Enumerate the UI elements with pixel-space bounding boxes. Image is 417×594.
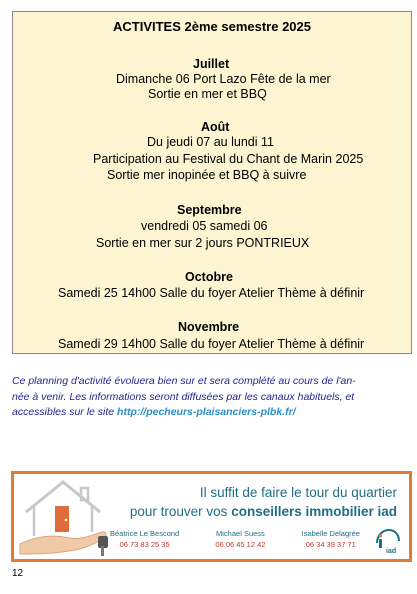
headline-line-2	[127, 502, 397, 521]
logo-text: iad	[386, 548, 397, 555]
iad-logo-icon	[373, 527, 403, 555]
headline-strong: conseillers immobilier iad	[231, 504, 397, 519]
schedule-line: Du jeudi 07 au lundi 11	[147, 135, 274, 149]
headline-text: pour trouver vos	[129, 504, 232, 519]
schedule-line: Sortie en mer sur 2 jours PONTRIEUX	[96, 236, 310, 250]
note-line	[12, 405, 410, 421]
schedule-note	[12, 374, 410, 421]
month-septembre: Septembre	[177, 203, 242, 217]
advisor-contact	[110, 528, 179, 550]
note-text: accessibles sur le site	[12, 406, 118, 419]
website-link[interactable]: http://pecheurs-plaisanciers-plbk.fr/	[117, 406, 296, 419]
note-line: Ce planning d'activité évoluera bien sur et sera complété au cours de l'an-	[12, 375, 356, 387]
real-estate-advert	[11, 471, 412, 562]
month-octobre: Octobre	[185, 270, 233, 284]
house-hand-icon	[18, 474, 113, 558]
month-aout: Août	[201, 120, 230, 134]
schedule-line: Participation au Festival du Chant de Marin 2025	[93, 152, 364, 166]
advisor-contact	[215, 528, 265, 550]
activity-schedule-box	[12, 11, 412, 354]
schedule-line: Samedi 29 14h00 Salle du foyer Atelier Thème à définir	[58, 337, 365, 351]
page-number: 12	[12, 568, 24, 579]
advisor-phone: 06 73 83 25 35	[119, 540, 170, 549]
schedule-line: Sortie mer inopinée et BBQ à suivre	[107, 168, 307, 182]
schedule-line: vendredi 05 samedi 06	[141, 219, 268, 233]
advisor-name: Isabelle Delagrée	[301, 529, 360, 538]
advisor-contacts	[110, 528, 360, 550]
month-novembre: Novembre	[178, 320, 240, 334]
advisor-name: Béatrice Le Bescond	[110, 529, 180, 538]
advert-headline	[127, 483, 397, 521]
advisor-phone: 06 34 39 37 71	[305, 540, 356, 549]
advisor-contact	[302, 528, 360, 550]
month-juillet: Juillet	[193, 57, 230, 71]
headline-line-1: Il suffit de faire le tour du quartier	[199, 485, 397, 500]
schedule-title: ACTIVITES 2ème semestre 2025	[113, 19, 311, 34]
advisor-name: Michael Suess	[216, 529, 265, 538]
schedule-line: Samedi 25 14h00 Salle du foyer Atelier Thème à définir	[58, 286, 365, 300]
schedule-line: Sortie en mer et BBQ	[148, 87, 267, 101]
advisor-phone: 06 06 45 12 42	[215, 540, 266, 549]
note-line: née à venir. Les informations seront diffusées par les canaux habituels, et	[12, 390, 355, 403]
schedule-line: Dimanche 06 Port Lazo Fête de la mer	[116, 72, 331, 86]
